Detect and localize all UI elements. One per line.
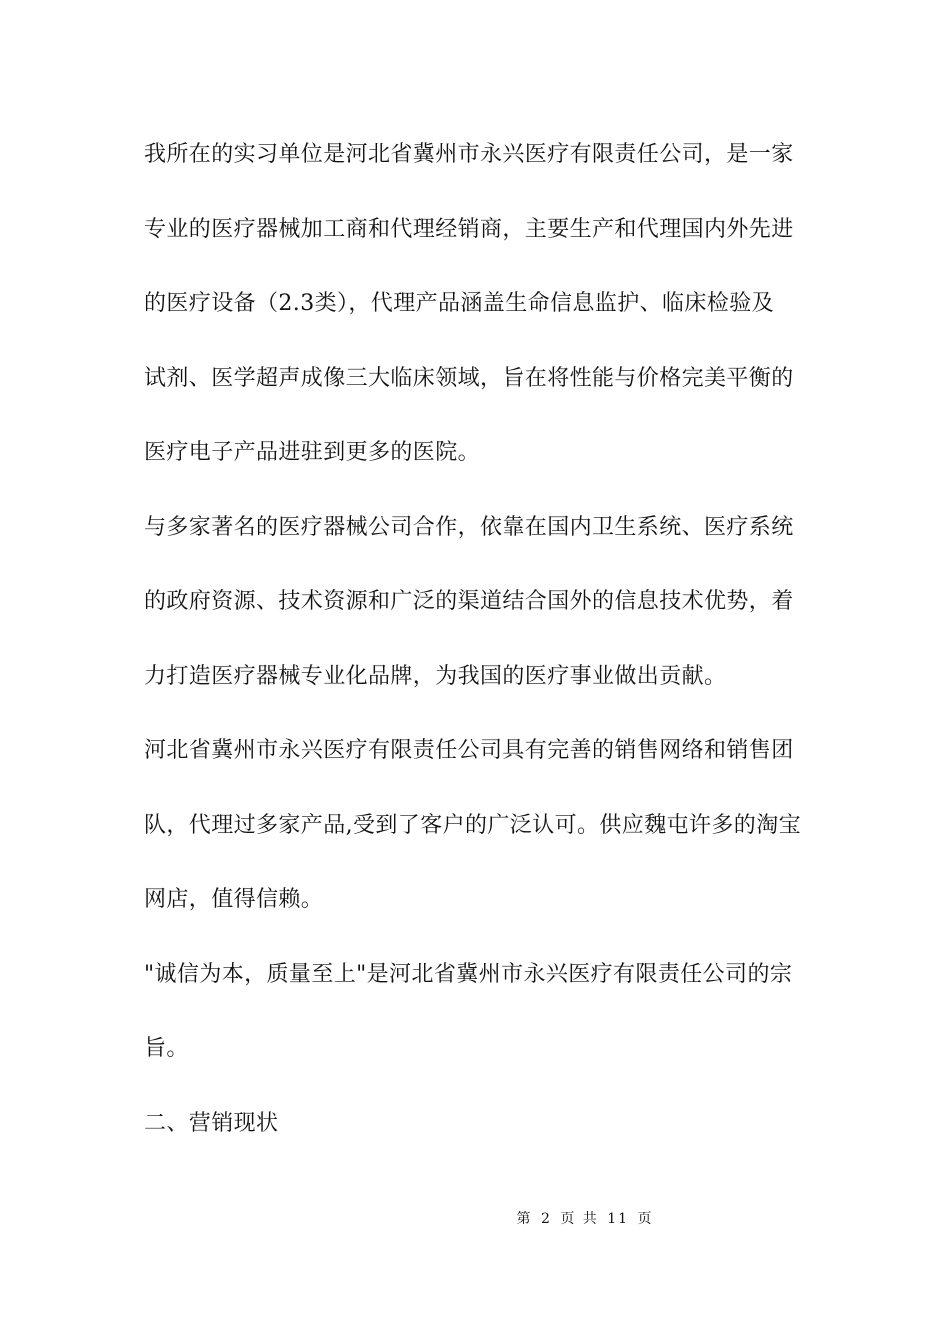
page-footer (0, 1208, 950, 1228)
page-label-suffix: 页 (637, 1211, 654, 1227)
total-page-number: 11 (607, 1211, 630, 1227)
page-label-prefix: 第 (516, 1211, 533, 1227)
page-label-mid: 页 共 (560, 1211, 599, 1227)
current-page-number: 2 (540, 1211, 552, 1227)
text-line: 专业的医疗器械加工商和代理经销商，主要生产和代理国内外先进 (144, 216, 794, 242)
text-line: 力打造医疗器械专业化品牌，为我国的医疗事业做出贡献。 (144, 663, 727, 689)
text-line: 与多家著名的医疗器械公司合作，依靠在国内卫生系统、医疗系统 (144, 514, 794, 540)
text-line: 的政府资源、技术资源和广泛的渠道结合国外的信息技术优势，着 (144, 589, 794, 614)
text-line: 网店，值得信赖。 (144, 887, 324, 912)
text-line: 旨。 (144, 1036, 189, 1061)
text-line: 医疗电子产品进驻到更多的医院。 (144, 440, 481, 465)
text-line: "诚信为本，质量至上"是河北省冀州市永兴医疗有限责任公司的宗 (144, 961, 793, 987)
text-line: 河北省冀州市永兴医疗有限责任公司具有完善的销售网络和销售团 (144, 738, 794, 763)
text-line: 队，代理过多家产品,受到了客户的广泛认可。供应魏屯许多的淘宝 (144, 812, 801, 838)
text-line: 我所在的实习单位是河北省冀州市永兴医疗有限责任公司，是一家 (144, 142, 794, 167)
text-line: 的医疗设备（2.3类），代理产品涵盖生命信息监护、临床检验及 (144, 291, 774, 316)
text-line: 试剂、医学超声成像三大临床领域，旨在将性能与价格完美平衡的 (144, 365, 794, 391)
section-heading: 二、营销现状 (144, 1110, 279, 1136)
body-text (144, 118, 808, 1161)
